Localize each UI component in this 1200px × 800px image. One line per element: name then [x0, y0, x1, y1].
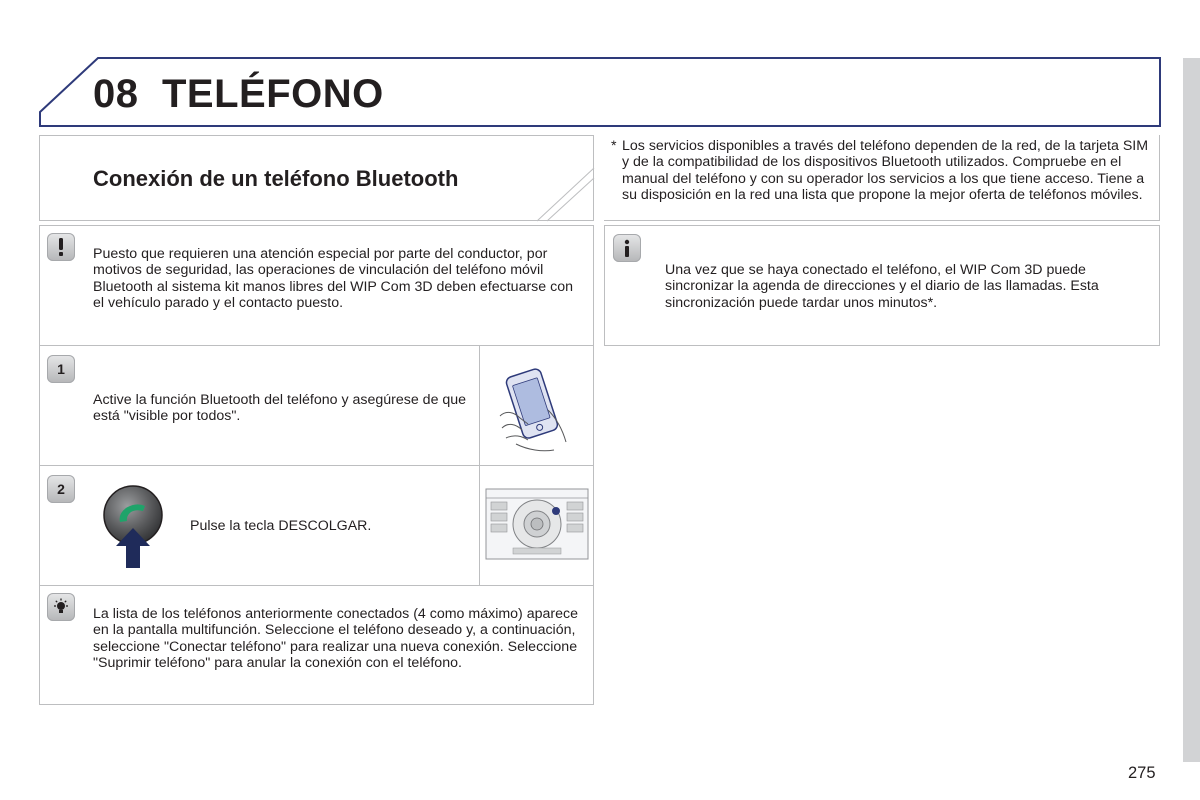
footnote-text: Los servicios disponibles a través del teléfono dependen de la red, de la tarjeta SIM y de la compatibilidad de los dispositivos Bluetooth utilizados. Compruebe en el manual del teléfono y con su operador los servicios a los que tiene acceso. Tiene a su disposición en la red una lista que propone la mejor oferta de teléfonos móviles. — [622, 138, 1149, 203]
step-1-badge: 1 — [47, 355, 75, 383]
radio-panel-illustration — [485, 488, 589, 560]
chapter-number: 08 — [93, 72, 139, 116]
lightbulb-icon — [47, 593, 75, 621]
chapter-title: TELÉFONO — [162, 72, 384, 116]
side-tab-strip — [1183, 58, 1200, 762]
step-1-text: Active la función Bluetooth del teléfono y asegúrese de que está "visible por todos". — [93, 392, 467, 425]
info-text: Una vez que se haya conectado el teléfono, el WIP Com 3D puede sincronizar la agenda de direcciones y el diario de las llamadas. Esta sincronización puede tardar unos minutos*. — [665, 262, 1099, 311]
step-2-text: Pulse la tecla DESCOLGAR. — [190, 518, 372, 534]
footnote-marker: * — [611, 138, 617, 154]
warning-text: Puesto que requieren una atención especial por parte del conductor, por motivos de seguridad, las operaciones de vinculación del teléfono móvil Bluetooth al sistema kit manos libres del WIP Com 3D deben efectuarse con el vehículo parado y el contacto puesto. — [93, 246, 573, 312]
footnote — [611, 138, 1156, 203]
info-icon — [613, 234, 641, 262]
phone-in-hand-illustration — [492, 358, 582, 458]
answer-call-key-icon — [100, 484, 170, 570]
tip-text: La lista de los teléfonos anteriormente conectados (4 como máximo) aparece en la pantalla multifunción. Seleccione el teléfono deseado y, a continuación, seleccione "Conectar teléfono" para realizar una nueva conexión. Seleccione "Suprimir teléfono" para anular la conexión con el teléfono. — [93, 606, 578, 672]
exclamation-icon — [47, 233, 75, 261]
page-number: 275 — [1128, 764, 1156, 782]
section-title: Conexión de un teléfono Bluetooth — [93, 166, 459, 191]
step-2-badge: 2 — [47, 475, 75, 503]
